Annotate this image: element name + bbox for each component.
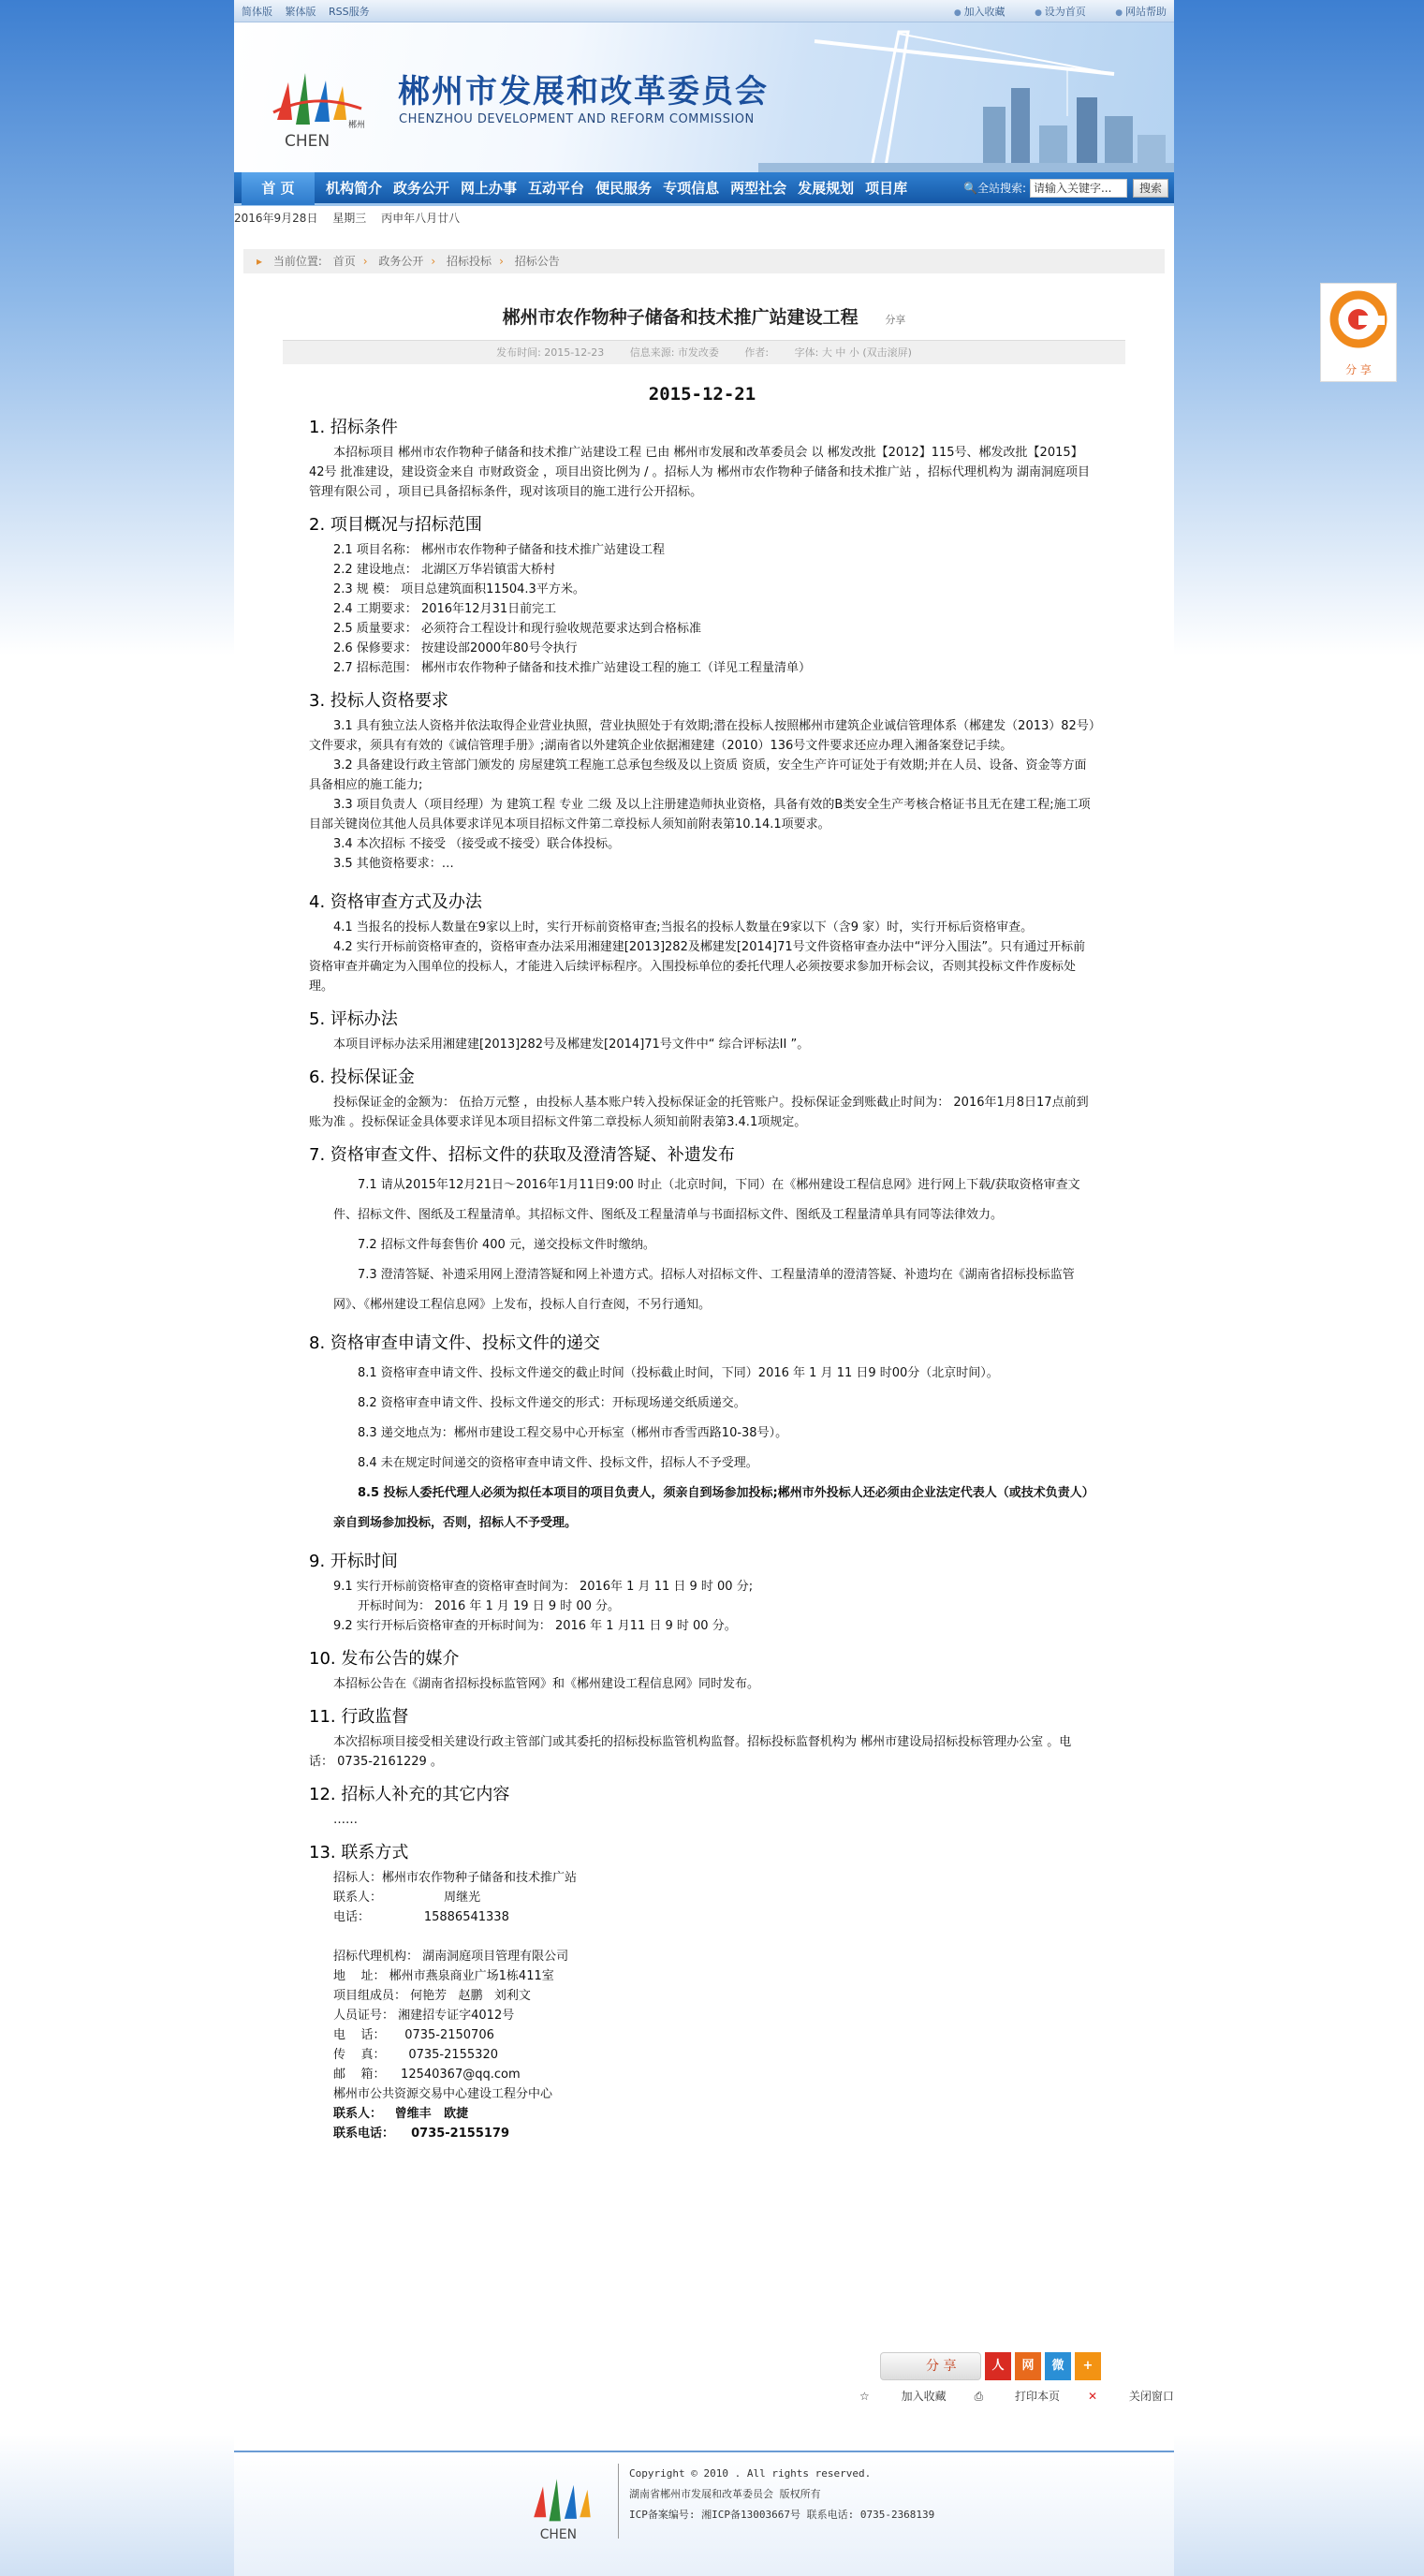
nav-item-about[interactable]: 机构简介 — [326, 180, 383, 197]
breadcrumb-arrow-icon: ▸ — [257, 255, 263, 268]
close-window-button[interactable] — [1088, 2388, 1174, 2404]
contact-line: 项目组成员： 何艳芳 赵鹏 刘利文 — [333, 1989, 531, 2003]
nav-item-online-service[interactable]: 网上办事 — [461, 180, 518, 197]
section-heading: 9. 开标时间 — [309, 1552, 398, 1571]
list-item: 2.2 建设地点： 北湖区万华岩镇雷大桥村 — [333, 563, 555, 577]
search-icon: 🔍 — [962, 181, 977, 195]
site-subtitle: CHENZHOU DEVELOPMENT AND REFORM COMMISSION — [399, 112, 755, 126]
list-item: 2.5 质量要求： 必须符合工程设计和现行验收规范要求达到合格标准 — [333, 622, 701, 636]
breadcrumb-item-gov[interactable]: 政务公开 — [378, 255, 424, 268]
section-heading: 6. 投标保证金 — [309, 1067, 415, 1087]
header-banner — [234, 22, 1174, 172]
list-item: 9.2 实行开标后资格审查的开标时间为： 2016 年 1 月11 日 9 时 00 分。 — [333, 1619, 737, 1633]
link-help[interactable]: ● 网站帮助 — [1115, 6, 1167, 18]
contact-line: 联系电话： 0735-2155179 — [333, 2127, 509, 2141]
link-simplified[interactable]: 简体版 — [242, 5, 272, 18]
list-item: 3.3 项目负责人（项目经理）为 建筑工程 专业 二级 及以上注册建造师执业资格，具备有效的B类安全生产考核合格证书且无在建工程;施工项目部关键岗位其他人员具体要求详见本项目招标文件第二章投标人须知前附表第10.14.1项要求。 — [309, 798, 1091, 832]
list-item: 8.2 资格审查申请文件、投标文件递交的形式：开标现场递交纸质递交。 — [358, 1396, 746, 1410]
link-set-homepage[interactable]: ● 设为首页 — [1035, 6, 1086, 18]
section-heading: 3. 投标人资格要求 — [309, 691, 448, 711]
page-wrapper — [234, 0, 1174, 2576]
section-paragraph: 本项目评标办法采用湘建建[2013]282号及郴建发[2014]71号文件中“ 综合评标法II ”。 — [333, 1038, 810, 1052]
share-netease-icon[interactable]: 网 — [1015, 2352, 1041, 2380]
footer-icp: ICP备案编号: 湘ICP备13003667号 联系电话: 0735-2368139 — [629, 2509, 935, 2521]
share-renren-icon[interactable]: 人 — [985, 2352, 1011, 2380]
list-item: 7.3 澄清答疑、补遗采用网上澄清答疑和网上补遗方式。招标人对招标文件、工程量清单的澄清答疑、补遗均在《湖南省招标投标监管网》、《郴州建设工程信息网》上发布，投标人自行查阅，不另行通知。 — [333, 1268, 1075, 1312]
meta-publish-time: 发布时间: 2015-12-23 — [496, 346, 605, 359]
section-paragraph: 本次招标项目接受相关建设行政主管部门或其委托的招标投标监管机构监督。招标投标监督机构为 郴州市建设局招标投标管理办公室 。电话： 0735-2161229 。 — [309, 1735, 1072, 1769]
nav-item-planning[interactable]: 发展规划 — [798, 180, 855, 197]
search-label: 全站搜索: — [976, 182, 1026, 195]
footer-text — [629, 2464, 934, 2525]
list-item: 3.2 具备建设行政主管部门颁发的 房屋建筑工程施工总承包叁级及以上资质 资质，安全生产许可证处于有效期;并在人员、设备、资金等方面具备相应的施工能力; — [309, 758, 1087, 792]
print-button[interactable] — [975, 2388, 1060, 2404]
meta-font-size[interactable]: 字体: 大 中 小 (双击滚屏) — [794, 346, 912, 359]
search-input[interactable]: 请输入关键字... — [1030, 179, 1127, 198]
list-item: 2.3 规 模： 项目总建筑面积11504.3平方米。 — [333, 582, 585, 596]
contact-line: 电话： 15886541338 — [333, 1910, 509, 1924]
list-item: 8.5 投标人委托代理人必须为拟任本项目的项目负责人，须亲自到场参加投标;郴州市外投标人还必须由企业法定代表人（或技术负责人）亲自到场参加投标，否则，招标人不予受理。 — [333, 1486, 1094, 1530]
logo-small-text: 郴州 — [348, 121, 366, 130]
link-traditional[interactable]: 繁体版 — [285, 5, 316, 18]
main-nav — [234, 172, 1174, 206]
article-content — [234, 385, 1174, 2143]
contact-line: 招标人：郴州市农作物种子储备和技术推广站 — [333, 1871, 578, 1885]
link-rss[interactable]: RSS服务 — [329, 5, 370, 18]
section-paragraph: 投标保证金的金额为： 伍拾万元整 ，由投标人基本账户转入投标保证金的托管账户。投标保证金到账截止时间为： 2016年1月8日17点前到账为准 。投标保证金具体要求详见本项目招标文件第二章投标人须知前附表第3.4.1项规定。 — [309, 1096, 1089, 1129]
add-favorite-label: 加入收藏 — [901, 2390, 947, 2403]
footer-copyright: Copyright © 2010 . All rights reserved. — [629, 2467, 872, 2480]
logo-text: CHEN — [285, 132, 330, 151]
list-item: 8.3 递交地点为：郴州市建设工程交易中心开标室（郴州市香雪西路10-38号）。 — [358, 1426, 788, 1440]
section-heading: 13. 联系方式 — [309, 1843, 409, 1862]
share-weibo-icon[interactable]: 微 — [1045, 2352, 1071, 2380]
lunar-date: 丙申年八月廿八 — [381, 212, 461, 225]
close-window-label: 关闭窗口 — [1128, 2390, 1174, 2403]
print-label: 打印本页 — [1015, 2390, 1061, 2403]
contact-line: 传 真： 0735-2155320 — [333, 2048, 498, 2062]
list-item: 2.1 项目名称： 郴州市农作物种子储备和技术推广站建设工程 — [333, 543, 665, 557]
breadcrumb-item-home[interactable]: 首页 — [332, 255, 356, 268]
section-heading: 5. 评标办法 — [309, 1009, 398, 1029]
footer-logo-text: CHEN — [539, 2527, 578, 2543]
contact-line: 联系人： 曾维丰 欧捷 — [333, 2107, 469, 2121]
contact-line: 地 址： 郴州市燕泉商业广场1栋411室 — [333, 1969, 554, 1983]
article-date: 2015-12-21 — [648, 384, 756, 405]
share-more-icon[interactable]: + — [1075, 2352, 1101, 2380]
title-share-button[interactable]: 分享 — [885, 314, 906, 326]
share-logo-icon — [1326, 284, 1391, 355]
current-date: 2016年9月28日 — [234, 212, 318, 225]
contact-spacer — [309, 1927, 1095, 1947]
breadcrumb-item-bidding[interactable]: 招标投标 — [447, 255, 492, 268]
section-heading: 10. 发布公告的媒介 — [309, 1649, 460, 1669]
breadcrumb-label: 当前位置: — [272, 255, 322, 268]
section-heading: 1. 招标条件 — [309, 418, 398, 437]
link-favorite[interactable]: ● 加入收藏 — [954, 6, 1006, 18]
list-item: 3.1 具有独立法人资格并依法取得企业营业执照，营业执照处于有效期;潜在投标人按照郴州市建筑企业诚信管理体系（郴建发（2013）82号）文件要求，须具有有效的《诚信管理手册》;湖南省以外建筑企业依据湘建建（2010）136号文件要求还应办理入湘备案登记手续。 — [309, 719, 1095, 753]
top-bar — [234, 0, 1174, 22]
list-item: 2.4 工期要求： 2016年12月31日前完工 — [333, 602, 557, 616]
list-item: 4.1 当报名的投标人数量在9家以上时，实行开标前资格审查;当报名的投标人数量在9家以下（含9 家）时，实行开标后资格审查。 — [333, 920, 1034, 935]
page-tools — [859, 2388, 1174, 2404]
favorite-icon: ☆ — [859, 2390, 873, 2403]
side-share-label: 分 享 — [1345, 363, 1372, 376]
contact-line: 邮 箱： 12540367@qq.com — [333, 2068, 521, 2082]
print-icon: ⎙ — [974, 2390, 988, 2403]
section-heading: 4. 资格审查方式及办法 — [309, 892, 482, 912]
nav-item-public-service[interactable]: 便民服务 — [595, 180, 653, 197]
breadcrumb-item-notice[interactable]: 招标公告 — [514, 255, 560, 268]
list-item: 3.5 其他资格要求：… — [333, 857, 454, 871]
article-meta — [283, 340, 1125, 364]
site-search — [963, 179, 1174, 198]
footer-org: 湖南省郴州市发展和改革委员会 版权所有 — [629, 2488, 821, 2500]
contact-line: 郴州市公共资源交易中心建设工程分中心 — [333, 2087, 553, 2101]
section-paragraph: 本招标公告在《湖南省招标投标监管网》和《郴州建设工程信息网》同时发布。 — [333, 1677, 760, 1691]
list-item: 4.2 实行开标前资格审查的，资格审查办法采用湘建建[2013]282及郴建发[2014]71号文件资格审查办法中“评分入围法”。只有通过开标前资格审查并确定为入围单位的投标人，才能进入后续评标程序。入围投标单位的委托代理人必须按要求参加开标会议，否则其投标文件作废标处理。 — [309, 940, 1086, 994]
nav-item-gov-affairs[interactable]: 政务公开 — [393, 180, 450, 197]
nav-item-special-info[interactable]: 专项信息 — [663, 180, 720, 197]
list-item: 3.4 本次招标 不接受 （接受或不接受）联合体投标。 — [333, 837, 621, 851]
section-heading: 8. 资格审查申请文件、投标文件的递交 — [309, 1333, 600, 1353]
crane-skyline-icon — [758, 22, 1174, 172]
footer — [234, 2451, 1174, 2576]
list-item: 8.1 资格审查申请文件、投标文件递交的截止时间（投标截止时间，下同）2016 年 1 月 11 日9 时00分（北京时间）。 — [358, 1366, 999, 1380]
share-button[interactable]: 分 享 — [880, 2352, 981, 2380]
meta-source: 信息来源: 市发改委 — [629, 346, 719, 359]
contact-line: 电 话： 0735-2150706 — [333, 2028, 494, 2042]
section-heading: 11. 行政监督 — [309, 1707, 409, 1727]
section-heading: 7. 资格审查文件、招标文件的获取及澄清答疑、补遗发布 — [309, 1145, 735, 1165]
list-item: 7.1 请从2015年12月21日～2016年1月11日9:00 时止（北京时间，下同）在《郴州建设工程信息网》进行网上下载/获取资格审查文件、招标文件、图纸及工程量清单。其招标文件、图纸及工程量清单与书面招标文件、图纸及工程量清单具有同等法律效力。 — [333, 1178, 1080, 1222]
breadcrumb: ▸ 当前位置: 首页 › 政务公开 › 招标投标 › 招标公告 — [243, 249, 1165, 273]
side-share-widget[interactable] — [1320, 283, 1397, 382]
article-title-row — [234, 303, 1174, 329]
article-title: 郴州市农作物种子储备和技术推广站建设工程 — [502, 307, 859, 328]
nav-item-project-db[interactable]: 项目库 — [865, 180, 908, 197]
current-weekday: 星期三 — [332, 212, 367, 225]
footer-logo-icon — [526, 2464, 610, 2548]
site-logo-icon[interactable] — [268, 54, 371, 157]
list-item: 2.7 招标范围： 郴州市农作物种子储备和技术推广站建设工程的施工（详见工程量清单） — [333, 661, 811, 675]
search-button[interactable]: 搜索 — [1133, 179, 1168, 198]
section-paragraph: …… — [333, 1813, 358, 1827]
add-favorite-button[interactable] — [859, 2388, 947, 2404]
nav-item-interaction[interactable]: 互动平台 — [528, 180, 585, 197]
list-item: 7.2 招标文件每套售价 400 元，递交投标文件时缴纳。 — [358, 1238, 655, 1252]
list-item: 8.4 未在规定时间递交的资格审查申请文件、投标文件，招标人不予受理。 — [358, 1456, 758, 1470]
close-icon: ✕ — [1088, 2390, 1101, 2403]
contact-line: 人员证号： 湘建招专证字4012号 — [333, 2009, 515, 2023]
list-item: 2.6 保修要求： 按建设部2000年80号令执行 — [333, 641, 578, 655]
share-bar — [880, 2352, 1101, 2380]
site-title: 郴州市发展和改革委员会 — [398, 73, 769, 110]
section-paragraph: 本招标项目 郴州市农作物种子储备和技术推广站建设工程 已由 郴州市发展和改革委员会 以 郴发改批【2012】115号、郴发改批【2015】42号 批准建设，建设资金来自 市财政资金 ，项目出资比例为 / 。招标人为 郴州市农作物种子储备和技术推广站 ，招标代理机构为 湖南洞庭项目管理有限公司 ，项目已具备招标条件，现对该项目的施工进行公开招标。 — [309, 446, 1090, 499]
list-item: 开标时间为： 2016 年 1 月 19 日 9 时 00 分。 — [358, 1599, 621, 1613]
nav-home[interactable]: 首 页 — [242, 171, 315, 205]
section-heading: 2. 项目概况与招标范围 — [309, 515, 482, 535]
section-heading: 12. 招标人补充的其它内容 — [309, 1785, 510, 1804]
list-item: 9.1 实行开标前资格审查的资格审查时间为： 2016年 1 月 11 日 9 时 00 分; — [333, 1580, 754, 1594]
date-bar — [234, 206, 1174, 230]
footer-divider — [618, 2464, 619, 2539]
contact-line: 招标代理机构： 湖南洞庭项目管理有限公司 — [333, 1950, 569, 1964]
contact-line: 联系人： 周继光 — [333, 1891, 481, 1905]
nav-item-two-type-society[interactable]: 两型社会 — [730, 180, 787, 197]
meta-author: 作者: — [744, 346, 770, 359]
